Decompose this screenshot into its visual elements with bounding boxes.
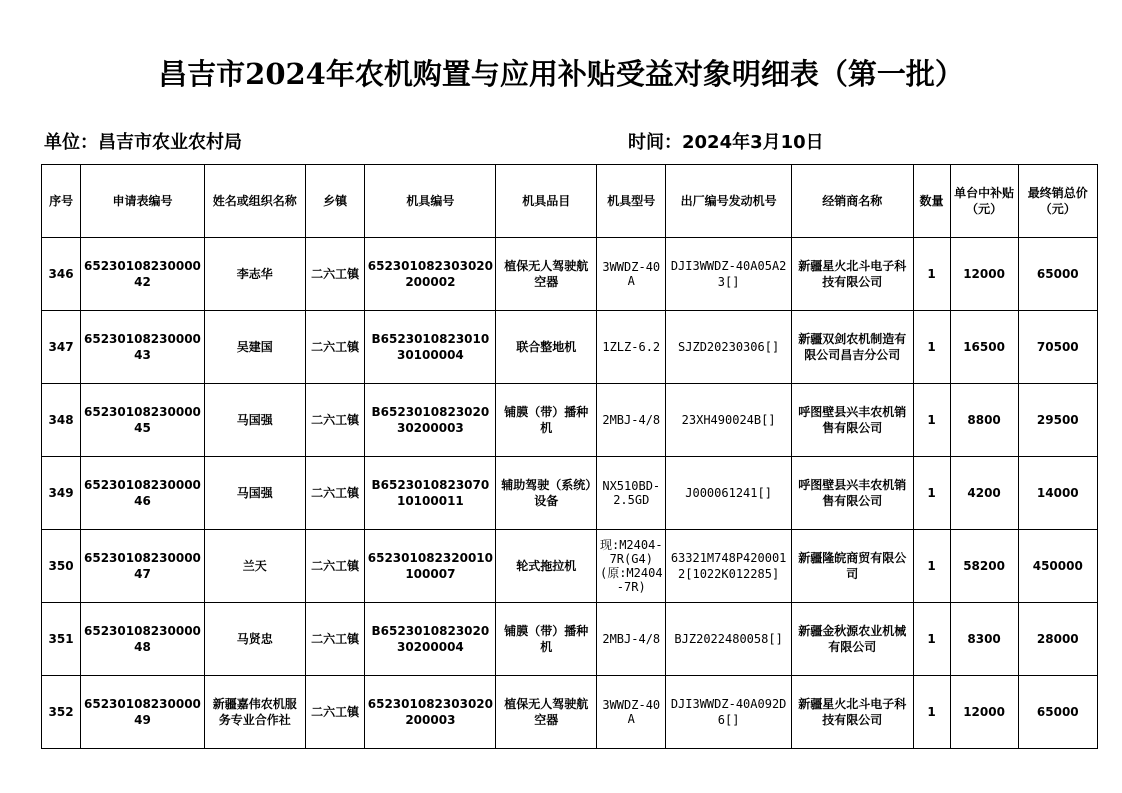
cell-model-text: 3WWDZ-40A	[602, 698, 661, 726]
cell-seq: 351	[42, 603, 81, 676]
cell-qty: 1	[913, 603, 950, 676]
cell-factory-no: DJI3WWDZ-40A05A23[]	[666, 238, 792, 311]
cell-model-text: 现:M2404-7R(G4)(原:M2404-7R)	[599, 538, 663, 594]
cell-dealer: 新疆金秋源农业机械有限公司	[791, 603, 913, 676]
cell-price: 14000	[1018, 457, 1097, 530]
cell-seq: 348	[42, 384, 81, 457]
header-app-no: 申请表编号	[81, 165, 205, 238]
cell-qty: 1	[913, 457, 950, 530]
cell-model-text: 3WWDZ-40A	[602, 260, 661, 288]
cell-app-no: 6523010823000049	[81, 676, 205, 749]
cell-model-text: 2MBJ-4/8	[602, 413, 661, 427]
header-model: 机具型号	[597, 165, 666, 238]
cell-town: 二六工镇	[305, 238, 365, 311]
cell-model	[597, 457, 666, 530]
cell-price: 450000	[1018, 530, 1097, 603]
table-row	[42, 530, 1098, 603]
cell-machine-no: B652301082302030200003	[365, 384, 496, 457]
cell-factory-no: SJZD20230306[]	[666, 311, 792, 384]
cell-machine-no: 652301082303020200002	[365, 238, 496, 311]
header-machine-no: 机具编号	[365, 165, 496, 238]
cell-item: 轮式拖拉机	[496, 530, 597, 603]
cell-factory-no: 63321M748P4200012[1022K012285]	[666, 530, 792, 603]
cell-price: 65000	[1018, 238, 1097, 311]
cell-town: 二六工镇	[305, 311, 365, 384]
cell-model-text: NX510BD-2.5GD	[602, 479, 661, 507]
cell-factory-no: 23XH490024B[]	[666, 384, 792, 457]
unit-label: 单位：昌吉市农业农村局	[44, 132, 242, 153]
header-seq: 序号	[42, 165, 81, 238]
cell-town: 二六工镇	[305, 530, 365, 603]
cell-qty: 1	[913, 384, 950, 457]
cell-dealer: 新疆星火北斗电子科技有限公司	[791, 238, 913, 311]
table-row	[42, 603, 1098, 676]
cell-price: 65000	[1018, 676, 1097, 749]
cell-subsidy: 16500	[950, 311, 1018, 384]
header-subsidy: 单台中补贴（元）	[950, 165, 1018, 238]
table-row	[42, 457, 1098, 530]
cell-dealer: 新疆星火北斗电子科技有限公司	[791, 676, 913, 749]
cell-subsidy: 8300	[950, 603, 1018, 676]
cell-model	[597, 530, 666, 603]
cell-name: 马贤忠	[204, 603, 305, 676]
cell-name: 新疆嘉伟农机服务专业合作社	[204, 676, 305, 749]
cell-subsidy: 12000	[950, 238, 1018, 311]
cell-machine-no: 652301082303020200003	[365, 676, 496, 749]
header-qty: 数量	[913, 165, 950, 238]
header-item: 机具品目	[496, 165, 597, 238]
cell-dealer: 新疆隆皖商贸有限公司	[791, 530, 913, 603]
cell-app-no: 6523010823000048	[81, 603, 205, 676]
header-price: 最终销总价（元）	[1018, 165, 1097, 238]
cell-subsidy: 8800	[950, 384, 1018, 457]
header-row	[42, 165, 1098, 238]
cell-subsidy: 12000	[950, 676, 1018, 749]
cell-app-no: 6523010823000047	[81, 530, 205, 603]
cell-factory-no: DJI3WWDZ-40A092D6[]	[666, 676, 792, 749]
cell-qty: 1	[913, 676, 950, 749]
cell-app-no: 6523010823000042	[81, 238, 205, 311]
cell-item: 植保无人驾驶航空器	[496, 676, 597, 749]
time-label: 时间：2024年3月10日	[628, 132, 824, 153]
cell-app-no: 6523010823000045	[81, 384, 205, 457]
cell-qty: 1	[913, 238, 950, 311]
cell-name: 兰天	[204, 530, 305, 603]
table-row	[42, 311, 1098, 384]
cell-item: 铺膜（带）播种机	[496, 384, 597, 457]
cell-price: 29500	[1018, 384, 1097, 457]
cell-subsidy: 58200	[950, 530, 1018, 603]
table-row	[42, 676, 1098, 749]
subsidy-table	[41, 164, 1098, 749]
cell-model-text: 1ZLZ-6.2	[602, 340, 661, 354]
cell-model	[597, 238, 666, 311]
cell-town: 二六工镇	[305, 457, 365, 530]
cell-machine-no: B652301082302030200004	[365, 603, 496, 676]
table-row	[42, 384, 1098, 457]
header-factory-no: 出厂编号发动机号	[666, 165, 792, 238]
cell-model	[597, 676, 666, 749]
cell-item: 联合整地机	[496, 311, 597, 384]
cell-name: 吴建国	[204, 311, 305, 384]
cell-item: 辅助驾驶（系统）设备	[496, 457, 597, 530]
cell-price: 28000	[1018, 603, 1097, 676]
cell-model	[597, 384, 666, 457]
cell-factory-no: BJZ2022480058[]	[666, 603, 792, 676]
table-row	[42, 238, 1098, 311]
cell-name: 马国强	[204, 384, 305, 457]
cell-model	[597, 311, 666, 384]
cell-name: 李志华	[204, 238, 305, 311]
cell-qty: 1	[913, 311, 950, 384]
cell-seq: 352	[42, 676, 81, 749]
cell-dealer: 呼图壁县兴丰农机销售有限公司	[791, 384, 913, 457]
cell-machine-no: B652301082301030100004	[365, 311, 496, 384]
cell-seq: 347	[42, 311, 81, 384]
cell-qty: 1	[913, 530, 950, 603]
header-dealer: 经销商名称	[791, 165, 913, 238]
cell-seq: 346	[42, 238, 81, 311]
cell-seq: 349	[42, 457, 81, 530]
cell-seq: 350	[42, 530, 81, 603]
cell-item: 铺膜（带）播种机	[496, 603, 597, 676]
header-town: 乡镇	[305, 165, 365, 238]
cell-town: 二六工镇	[305, 384, 365, 457]
header-name: 姓名或组织名称	[204, 165, 305, 238]
cell-item: 植保无人驾驶航空器	[496, 238, 597, 311]
cell-price: 70500	[1018, 311, 1097, 384]
cell-subsidy: 4200	[950, 457, 1018, 530]
cell-machine-no: B652301082307010100011	[365, 457, 496, 530]
cell-town: 二六工镇	[305, 603, 365, 676]
cell-town: 二六工镇	[305, 676, 365, 749]
cell-name: 马国强	[204, 457, 305, 530]
cell-dealer: 呼图壁县兴丰农机销售有限公司	[791, 457, 913, 530]
cell-factory-no: J000061241[]	[666, 457, 792, 530]
cell-machine-no: 652301082320010100007	[365, 530, 496, 603]
cell-app-no: 6523010823000043	[81, 311, 205, 384]
cell-model-text: 2MBJ-4/8	[602, 632, 661, 646]
cell-dealer: 新疆双剑农机制造有限公司昌吉分公司	[791, 311, 913, 384]
cell-model	[597, 603, 666, 676]
page-title: 昌吉市2024年农机购置与应用补贴受益对象明细表（第一批）	[158, 57, 964, 91]
cell-app-no: 6523010823000046	[81, 457, 205, 530]
